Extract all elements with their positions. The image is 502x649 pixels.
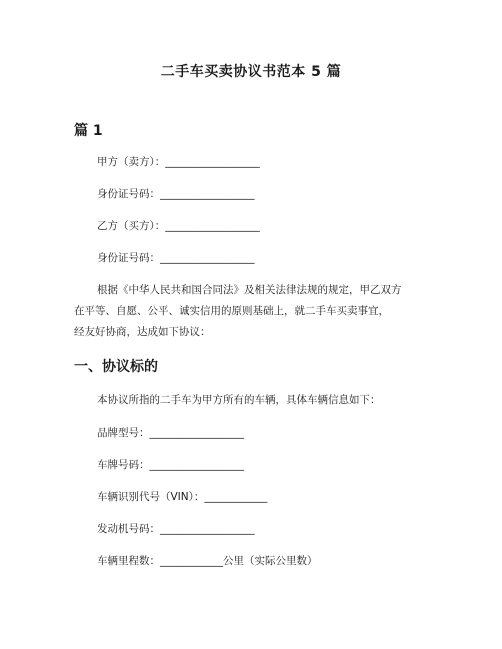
document-title: 二手车买卖协议书范本 5 篇 (160, 64, 342, 80)
plate-number-line: 车牌号码：__________________ (97, 459, 244, 471)
seller-name-line: 甲方（卖方）：__________________ (97, 156, 260, 168)
engine-number-line: 发动机号码：__________________ (97, 523, 255, 535)
intro-paragraph-line-2: 在平等、自愿、公平、诚实信用的原则基础上，就二手车买卖事宜， (74, 305, 389, 317)
article-1-intro: 本协议所指的二手车为甲方所有的车辆，具体车辆信息如下： (97, 394, 381, 406)
intro-paragraph-line-3: 经友好协商，达成如下协议： (74, 326, 211, 338)
article-1-heading: 一、协议标的 (74, 359, 158, 375)
mileage-line: 车辆里程数：____________公里（实际公里数） (97, 555, 318, 567)
seller-id-line: 身份证号码：__________________ (97, 188, 255, 200)
buyer-name-line: 乙方（买方）：__________________ (97, 220, 260, 232)
section-heading-1: 篇 1 (74, 123, 103, 139)
brand-model-line: 品牌型号：__________________ (97, 427, 244, 439)
vin-line: 车辆识别代号（VIN）：____________ (97, 491, 268, 503)
buyer-id-line: 身份证号码：__________________ (97, 252, 255, 264)
intro-paragraph-line-1: 根据《中华人民共和国合同法》及相关法律法规的规定，甲乙双方 (97, 284, 402, 296)
